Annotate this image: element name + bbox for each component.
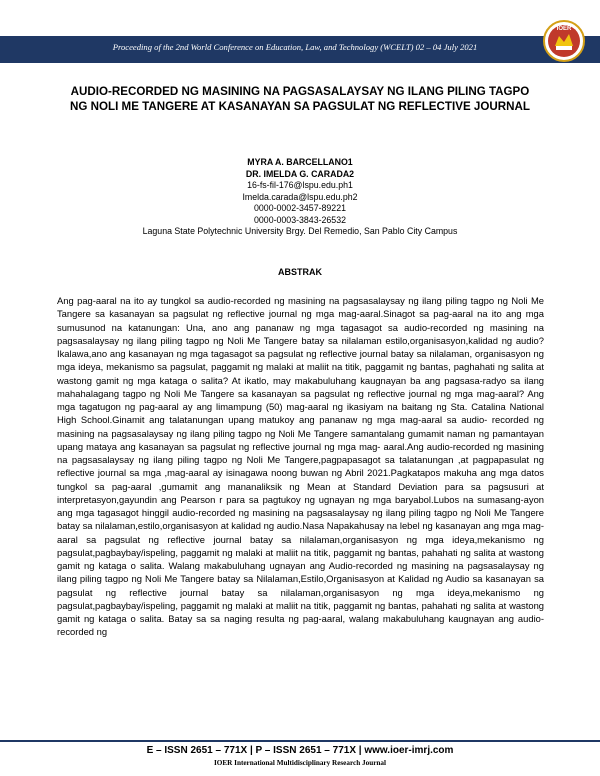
orcid-2: 0000-0003-3843-26532 xyxy=(254,214,346,225)
author-2: DR. IMELDA G. CARADA2 xyxy=(245,168,355,179)
abstract-heading: ABSTRAK xyxy=(278,267,322,277)
footer-journal: IOER International Multidisciplinary Research Journal xyxy=(214,759,386,767)
author-1: MYRA A. BARCELLANO1 xyxy=(247,157,353,167)
abstract-body: Ang pag-aaral na ito ay tungkol sa audio-recorded ng masining na pagsasalaysay ng ilang piling tagpo ng Noli Me Tangere sa kasanayan sa pagsulat ng reflective journal ng mga mag-aaral.Sinagot sa pag-aaral na ito ang mga sumusunod na katanungan: Una, ano ang pananaw ng mga tagasagot sa audio-recorded ng masining na pagsasalaysay ng ilang piling tagpo ng Noli Me Tangere batay sa nilalaman estilo,organisasyon,kalidad ng audio?Ikalawa,ano ang kasanayan ng mga tagasagot sa pagsulat ng reflective journal batay sa nilalaman, organisasyon ng mga ideya, mekanismo sa pagsulat, paggamit ng malaki at maliit na titik, paggamit ng bantas, paghahati ng salita at wastong gamit ng mga kataga o salita? At ikatlo, may makabuluhang kaugnayan ba ang pagsasa-radyo sa ilang mahahalagang tagpo ng Noli Me Tangere sa kasanayan sa pagsulat ng reflective journal ng mga mag-aaral? Ang mga tagatugon ng pag-aaral ay ang limampung (50) mag-aaral ng ikasiyam na baitang ng Sta. Catalina National High School.Ginamit ang talatanungan upang matukoy ang pananaw ng mga mag-aaral sa audio- recorded ng masining na pagsasalaysay ng ilang piling tagpo ng Noli Me Tangere samantalang gumamit naman ng pamantayan upang mataya ang kasanayan sa pagsulat ng reflective journal ng mga mag- aaral.Ang audio-recorded ng masining na pagsasalaysay ng ilang piling tagpo ng Noli Me Tangere,pagpapasagot sa talatanungan ,at pagpapasulat ng reflective journal sa mga ,mag-aaral ay isinagawa noong buwan ng Abril 2021.Pagkatapos makuha ang mga datos tungkol sa pag-aaral ,gumamit ang mananaliksik ng Mean at Standard Deviation para sa pagsusuri at interpretasyon,gayundin ang Pearson r para sa pagtukoy ng ugnayan ng mga baryabol.Lubos na sumasang-ayon ang mga tagasagot hinggil audio-recorded ng masining na pagsasalaysay ng ilang piling tagpo ng Noli Me Tangere batay sa nilalaman,estilo,organisasyon at kalidad ng audio.Nasa Napakahusay na lebel ng kasanayan ang mga mag-aaral sa pagsulat ng reflective journal batay sa nilalaman,organisasyon ng mga ideya,mekanismo ng pagsulat,pagbaybay/ispeling, paggamit ng malaki at maliit na titik, paggamit ng bantas, pahahati ng salita at wastong gamit ng kataga o salita. Walang makabuluhang ugnayan ang Audio-recorded ng masining na pagsasalaysay ng ilang piling tagpo ng Noli Me Tangere batay sa Nilalaman,Estilo,Organisasyon at Kalidad ng Audio sa kasanayan sa pagsulat ng reflective journal batay sa nilalaman,organisasyon ng mga ideya,mekanismo ng pagsulat,pagbaybay/ispeling, paggamit ng malaki at maliit na titik, paggamit ng bantas, pahahati ng salita at wastong gamit ng kataga o salita. Batay sa sa naging resulta ng pag-aaral, walang makabuluhang kaugnayan ang audio-recorded ng xyxy=(57,295,544,638)
email-2: Imelda.carada@lspu.edu.ph2 xyxy=(242,191,358,202)
orcid-1: 0000-0002-3457-89221 xyxy=(254,203,346,213)
author-block xyxy=(80,157,520,238)
email-1: 16-fs-fil-176@lspu.edu.ph1 xyxy=(247,180,353,190)
footer-issn: E – ISSN 2651 – 771X | P – ISSN 2651 – 771X | www.ioer-imrj.com xyxy=(146,745,454,756)
conference-proceeding: Proceeding of the 2nd World Conference on Education, Law, and Technology (WCELT) 02 – 04 July 2021 xyxy=(112,42,478,52)
affiliation: Laguna State Polytechnic University Brgy. Del Remedio, San Pablo City Campus xyxy=(142,226,458,236)
logo-text: IOER xyxy=(556,26,572,32)
footer-rule xyxy=(0,740,600,742)
ioer-logo-icon xyxy=(542,16,586,66)
paper-title: AUDIO-RECORDED NG MASINING NA PAGSASALAYSAY NG ILANG PILING TAGPO NG NOLI ME TANGERE AT KASANAYAN SA PAGSULAT NG REFLECTIVE JOURNAL xyxy=(70,85,530,113)
